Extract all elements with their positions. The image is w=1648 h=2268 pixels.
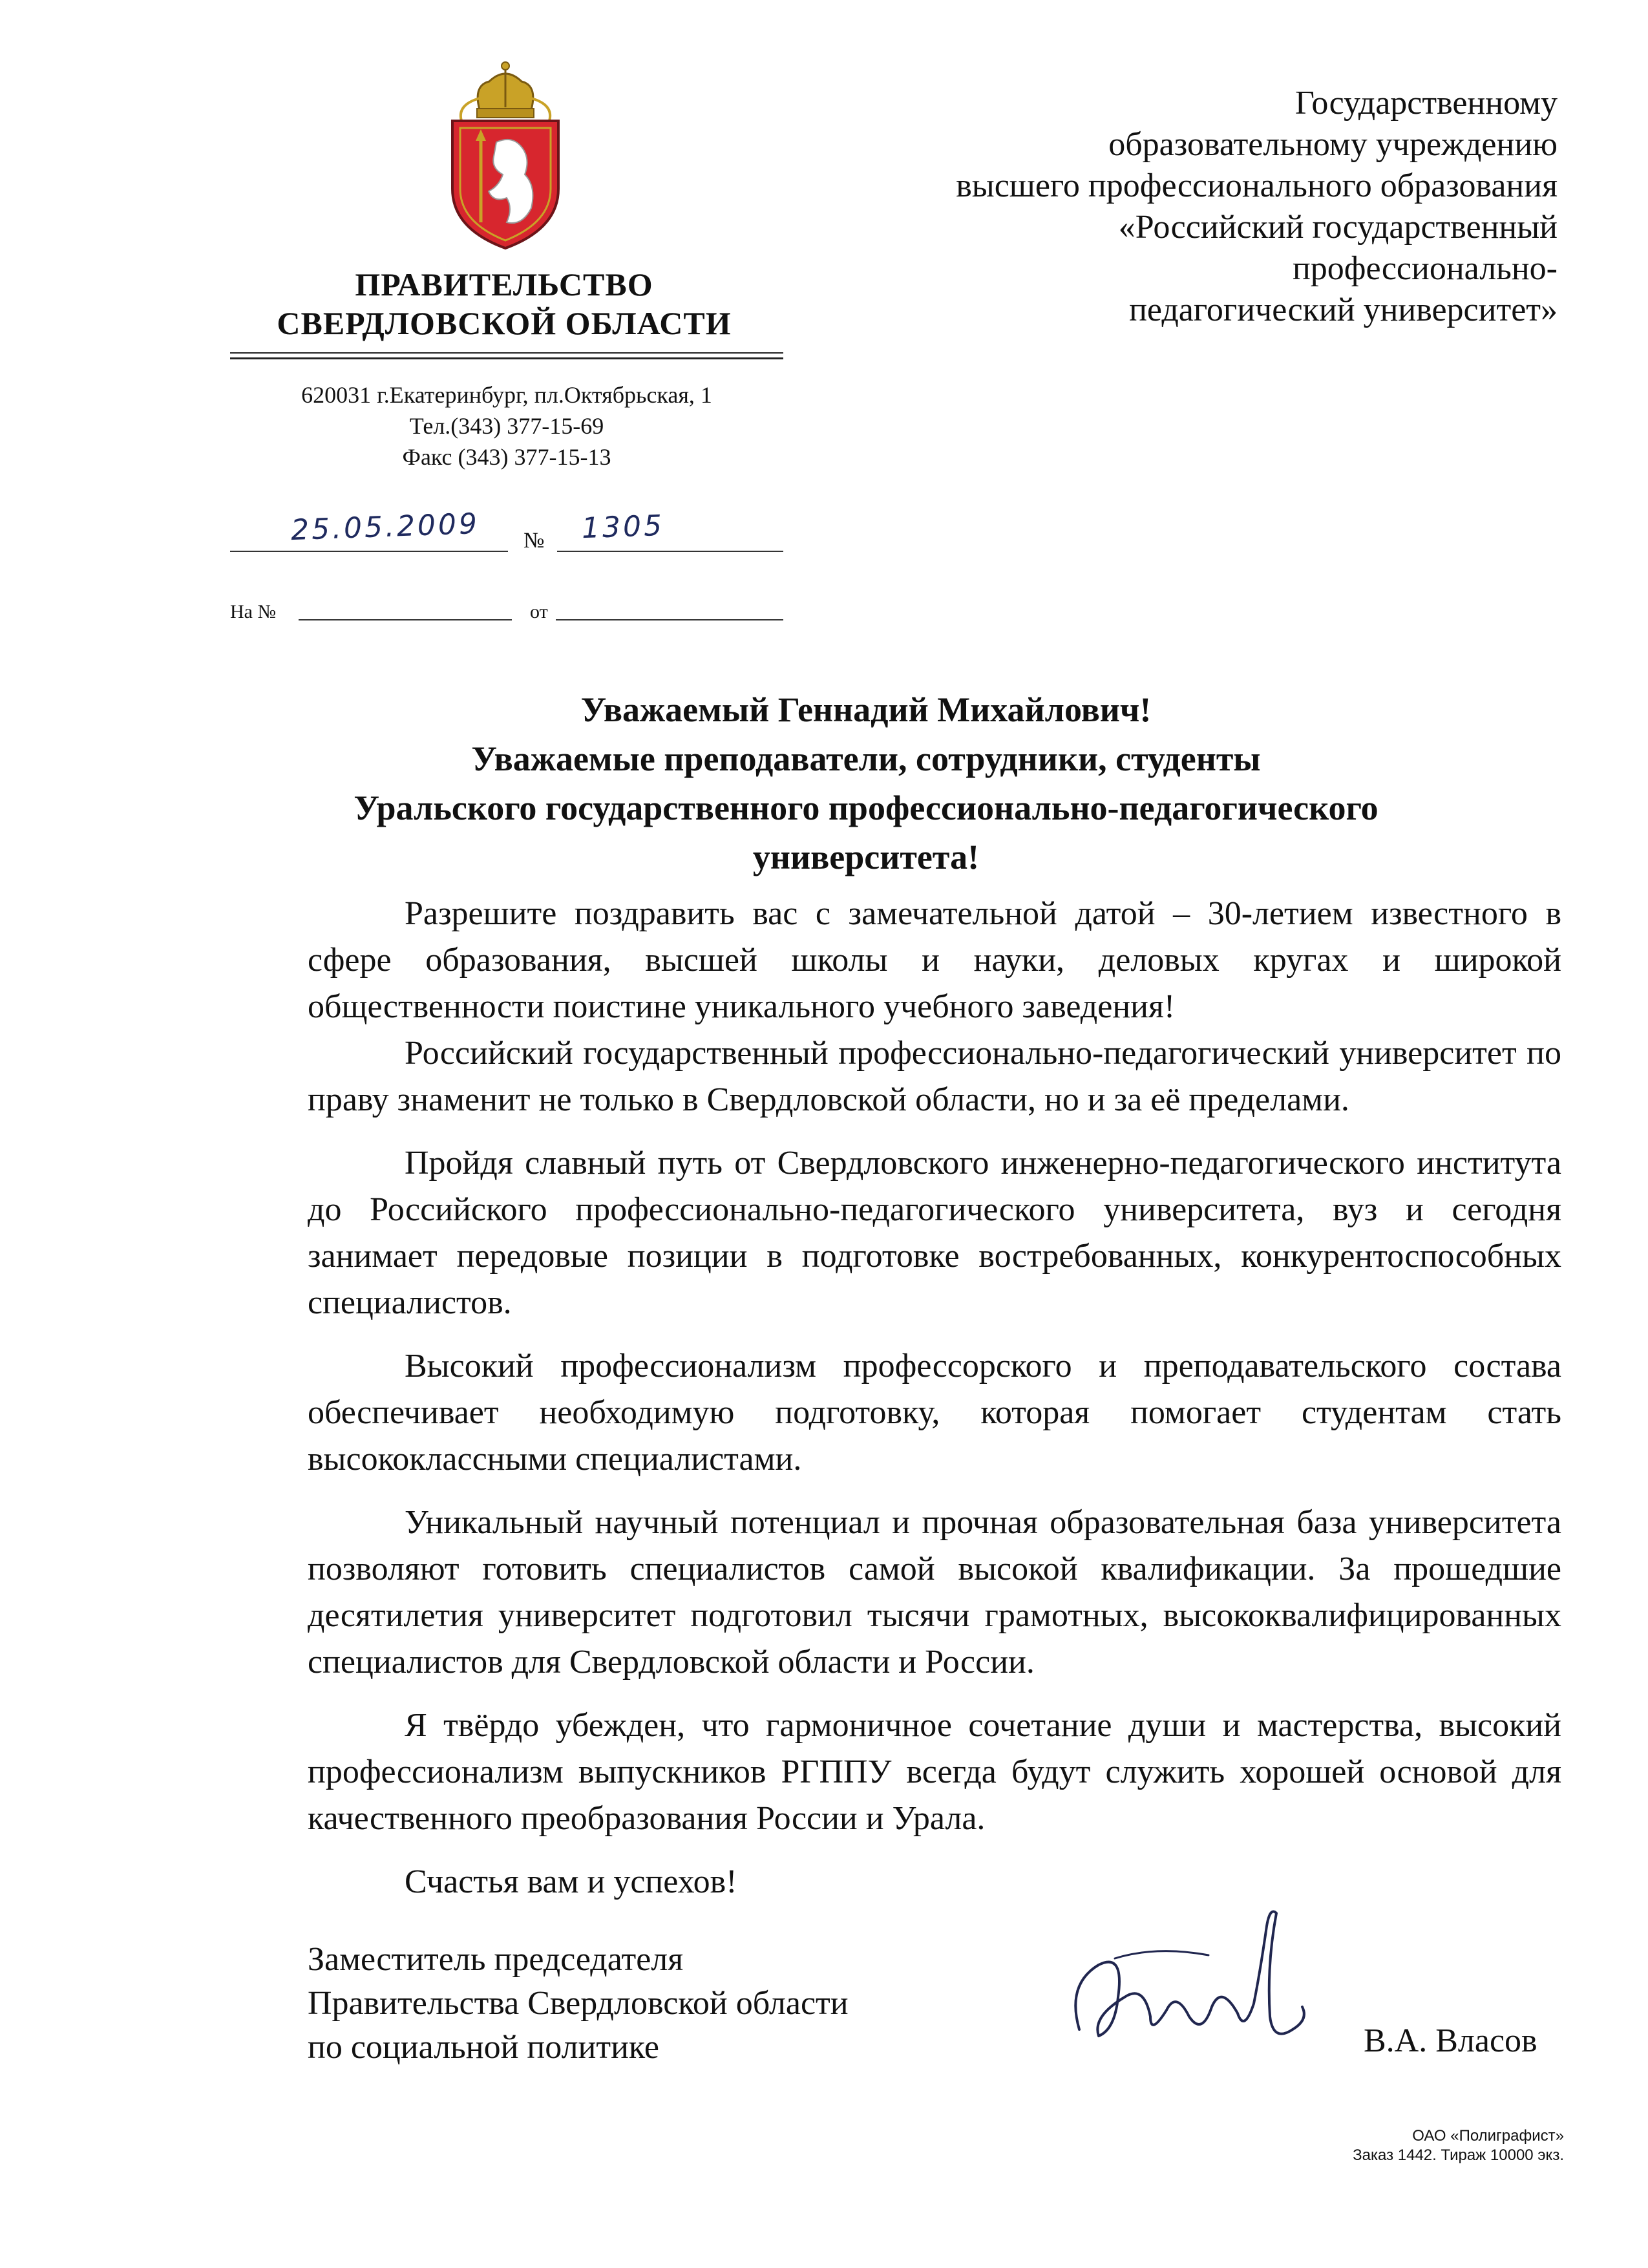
reference-date-label: от	[530, 601, 548, 622]
letter-body	[308, 891, 1561, 1905]
outgoing-date: 25.05.2009	[290, 507, 480, 547]
reference-number-underline	[299, 619, 512, 620]
org-fax: Факс (343) 377-15-13	[402, 444, 611, 470]
greeting-line: Уральского государственного профессионально-педагогического	[354, 789, 1379, 827]
addressee-line: Государственному	[1294, 85, 1558, 122]
signatory-name: В.А. Власов	[1364, 2022, 1537, 2059]
greeting-block	[271, 685, 1461, 882]
number-underline	[557, 551, 783, 552]
signatory-title-line: Правительства Свердловской области	[308, 1985, 849, 2022]
org-address: 620031 г.Екатеринбург, пл.Октябрьская, 1	[301, 382, 712, 408]
body-paragraph: Счастья вам и успехов!	[405, 1863, 737, 1900]
addressee-line: педагогический университет»	[1129, 291, 1558, 328]
signatory-title-line: Заместитель председателя	[308, 1941, 684, 1978]
letterhead-divider	[230, 357, 783, 359]
addressee-line: образовательному учреждению	[1108, 126, 1558, 163]
greeting-line: университета!	[752, 838, 980, 876]
number-label: №	[523, 529, 545, 553]
body-paragraph: Пройдя славный путь от Свердловского инженерно-педагогического института до Российского профессионально-педагогического университета, вуз и сегодня занимает передовые позиции в подготовке востребованных, конкурентоспособных специалистов.	[308, 1145, 1561, 1321]
addressee-line: «Российский государственный	[1118, 209, 1558, 246]
imprint-line: Заказ 1442. Тираж 10000 экз.	[1353, 2146, 1564, 2164]
letterhead-divider	[230, 352, 783, 354]
printer-imprint	[1228, 2126, 1564, 2165]
imprint-line: ОАО «Полиграфист»	[1412, 2127, 1564, 2145]
addressee-line: высшего профессионального образования	[956, 167, 1558, 204]
crown-icon	[461, 62, 550, 121]
outgoing-number: 1305	[581, 509, 665, 546]
body-paragraph: Я твёрдо убежден, что гармоничное сочетание души и мастерства, высокий профессионализм выпускников РГППУ всегда будут служить хорошей основой для качественного преобразования России и Урала.	[308, 1707, 1561, 1837]
coat-of-arms-icon	[434, 59, 576, 253]
body-paragraph: Разрешите поздравить вас с замечательной датой – 30-летием известного в сфере образования, высшей школы и науки, деловых кругах и широкой общественности поистине уникального учебного заведения!	[308, 895, 1561, 1025]
greeting-line: Уважаемые преподаватели, сотрудники, студенты	[471, 739, 1261, 778]
date-underline	[230, 551, 508, 552]
body-paragraph: Российский государственный профессионально-педагогический университет по праву знаменит не только в Свердловской области, но и за её пределами.	[308, 1035, 1561, 1118]
signatory-title	[308, 1938, 849, 2070]
body-paragraph: Высокий профессионализм профессорского и преподавательского состава обеспечивает необходимую подготовку, которая помогает студентам стать высококлассными специалистами.	[308, 1348, 1561, 1478]
org-name-line1: ПРАВИТЕЛЬСТВО	[355, 266, 653, 302]
reference-number-label: На №	[230, 601, 277, 622]
greeting-line: Уважаемый Геннадий Михайлович!	[580, 690, 1152, 729]
reference-date-underline	[556, 619, 783, 620]
addressee-block	[808, 83, 1558, 331]
org-phone: Тел.(343) 377-15-69	[409, 413, 604, 439]
org-name-line2: СВЕРДЛОВСКОЙ ОБЛАСТИ	[277, 305, 732, 341]
signatory-title-line: по социальной политике	[308, 2029, 659, 2066]
handwritten-signature	[1053, 1887, 1331, 2068]
addressee-line: профессионально-	[1292, 250, 1558, 287]
body-paragraph: Уникальный научный потенциал и прочная образовательная база университета позволяют готовить специалистов самой высокой квалификации. За прошедшие десятилетия университет подготовил тысячи грамотных, высококвалифицированных специалистов для Свердловской области и России.	[308, 1504, 1561, 1680]
